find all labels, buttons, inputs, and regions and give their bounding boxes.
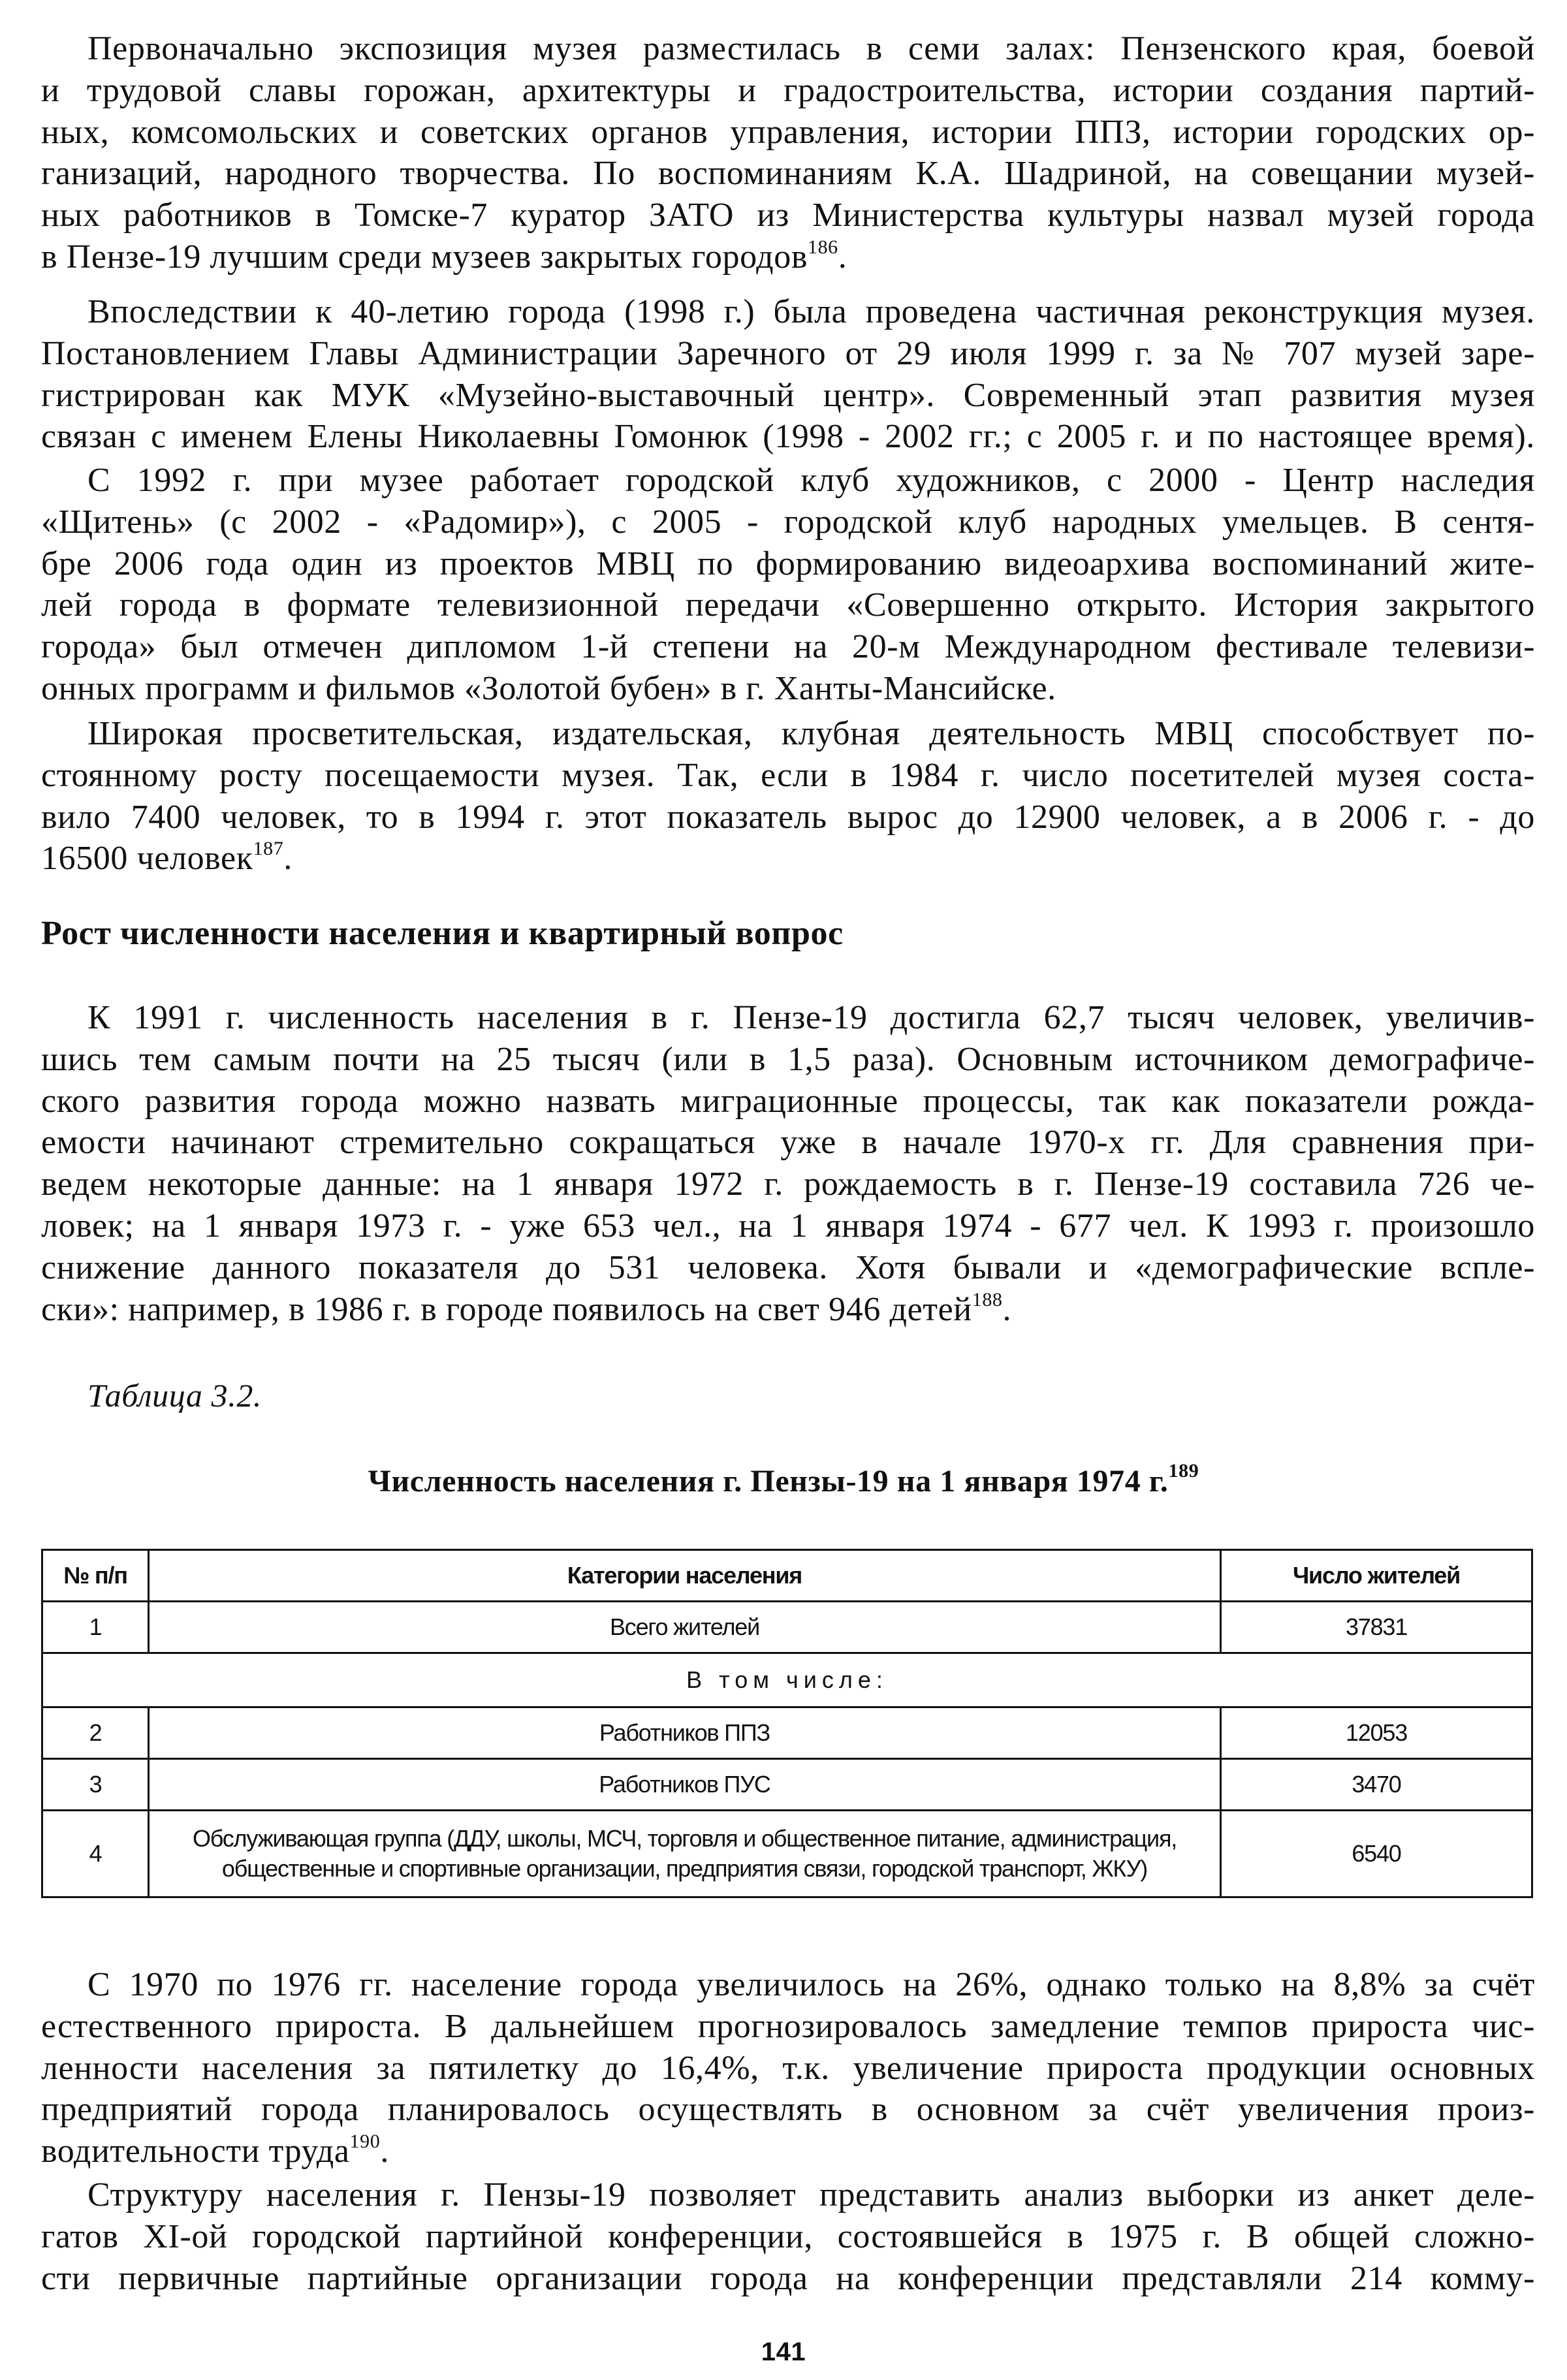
text-line: предприятий города планировалось осуществлять в основном за счёт увеличения произ- (41, 2091, 1535, 2129)
cell-category-line: общественные и спортивные организации, предприятия связи, городской транспорт, ЖКУ) (221, 1855, 1148, 1882)
population-table (41, 1549, 1533, 1898)
footnote-ref[interactable]: 190 (349, 2131, 381, 2153)
cell-num: 4 (42, 1811, 149, 1897)
paragraph-population (41, 997, 1535, 1330)
footnote-ref[interactable]: 187 (253, 838, 284, 860)
footnote-ref[interactable]: 186 (807, 236, 838, 258)
table-header-row (42, 1550, 1532, 1602)
section-heading: Рост численности населения и квартирный вопрос (41, 915, 844, 952)
period: . (380, 2133, 389, 2170)
text-line (41, 1289, 1535, 1331)
table-label: Таблица 3.2. (87, 1377, 262, 1414)
cell-count: 3470 (1221, 1759, 1532, 1811)
cell-subheader: В том числе: (42, 1653, 1532, 1707)
text-line: гатов XI-ой городской партийной конференции, состоявшейся в 1975 г. В общей сложно- (41, 2217, 1535, 2255)
text-line: естественного прироста. В дальнейшем прогнозировалось замедление темпов прироста чис- (41, 2007, 1535, 2045)
page-number: 141 (761, 2338, 806, 2366)
paragraph-growth (41, 1964, 1535, 2172)
header-category: Категории населения (149, 1550, 1221, 1602)
text-line: ганизаций, народного творчества. По воспоминаниям К.А. Шадриной, на совещании музей- (41, 155, 1535, 193)
text-line-content: в Пензе-19 лучшим среди музеев закрытых городов (41, 238, 808, 276)
text-line: Первоначально экспозиция музея разместилась в семи залах: Пензенского края, боевой (87, 30, 1535, 67)
text-line: ведем некоторые данные: на 1 января 1972 г. рождаемость в г. Пензе-19 составила 726 че- (41, 1166, 1535, 1203)
cell-count: 12053 (1221, 1707, 1532, 1759)
period: . (838, 238, 847, 276)
text-line: ных, комсомольских и советских органов управления, истории ППЗ, истории городских ор- (41, 113, 1535, 151)
header-num: № п/п (42, 1550, 149, 1602)
text-line: Структуру населения г. Пензы-19 позволяет представить анализ выборки из анкет деле- (87, 2176, 1535, 2213)
period: . (1002, 1290, 1012, 1328)
text-line: ных работников в Томске-7 куратор ЗАТО из Министерства культуры назвал музей города (41, 197, 1535, 234)
footnote-ref[interactable]: 188 (972, 1288, 1003, 1310)
text-line (41, 2131, 1535, 2172)
text-line-content: 16500 человек (41, 840, 253, 878)
cell-count: 6540 (1221, 1811, 1532, 1897)
table-row (42, 1759, 1532, 1811)
text-line: С 1970 по 1976 гг. население города увеличилось на 26%, однако только на 8,8% за счёт (87, 1966, 1535, 2003)
paragraph-attendance (41, 713, 1535, 880)
cell-category: Работников ПУС (149, 1759, 1221, 1811)
text-line: Постановлением Главы Администрации Заречного от 29 июля 1999 г. за № 707 музей заре- (41, 334, 1535, 372)
text-line: снижение данного показателя до 531 человека. Хотя бывали и «демографические вспле- (41, 1248, 1535, 1286)
table-title-text: Численность населения г. Пензы-19 на 1 января 1974 г. (368, 1464, 1169, 1499)
text-line: шись тем самым почти на 25 тысяч (или в 1,5 раза). Основным источником демографиче- (41, 1040, 1535, 1078)
table-row (42, 1707, 1532, 1759)
text-line: и трудовой славы горожан, архитектуры и градостроительства, истории создания партий- (41, 71, 1535, 109)
table-row (42, 1602, 1532, 1653)
text-line: бре 2006 года один из проектов МВЦ по формированию видеоархива воспоминаний жите- (41, 545, 1535, 582)
cell-category: Всего жителей (149, 1602, 1221, 1653)
text-line: Впоследствии к 40-летию города (1998 г.) была проведена частичная реконструкция музея. (87, 293, 1535, 330)
text-line: сти первичные партийные организации города на конференции представляли 214 комму- (41, 2259, 1535, 2297)
text-line: вило 7400 человек, то в 1994 г. этот показатель вырос до 12900 человек, а в 2006 г. - до (41, 798, 1535, 836)
text-line: города» был отмечен дипломом 1-й степени на 20-м Международном фестивале телевизи- (41, 628, 1535, 666)
text-line: емости начинают стремительно сокращаться уже в начале 1970-х гг. Для сравнения при- (41, 1124, 1535, 1162)
text-line: ленности населения за пятилетку до 16,4%, т.к. увеличение прироста продукции основных (41, 2049, 1535, 2087)
cell-category-line: Обслуживающая группа (ДДУ, школы, МСЧ, торговля и общественное питание, администрация, (192, 1825, 1177, 1852)
text-line: лей города в формате телевизионной передачи «Совершенно открыто. История закрытого (41, 586, 1535, 624)
table-title (0, 1460, 1567, 1499)
footnote-ref[interactable]: 189 (1168, 1460, 1199, 1482)
paragraph-reconstruction (41, 291, 1535, 458)
header-count: Число жителей (1221, 1550, 1532, 1602)
text-line: С 1992 г. при музее работает городской клуб художников, с 2000 - Центр наследия (87, 462, 1535, 499)
cell-num: 1 (42, 1602, 149, 1653)
text-line (41, 236, 1535, 278)
text-line: гистрирован как МУК «Музейно-выставочный центр». Современный этап развития музея (41, 376, 1535, 414)
table-subheader-row (42, 1653, 1532, 1707)
text-line: Широкая просветительская, издательская, клубная деятельность МВЦ способствует по- (87, 715, 1535, 752)
text-line: «Щитень» (с 2002 - «Радомир»), с 2005 - городской клуб народных умельцев. В сентя- (41, 503, 1535, 541)
text-line: ского развития города можно назвать миграционные процессы, так как показатели рожда- (41, 1082, 1535, 1120)
text-line-content: ски»: например, в 1986 г. в городе появилось на свет 946 детей (41, 1290, 972, 1328)
text-line-content: водительности труда (41, 2133, 350, 2170)
cell-category: Работников ППЗ (149, 1707, 1221, 1759)
text-line: онных программ и фильмов «Золотой бубен» в г. Ханты-Мансийске. (41, 669, 1056, 707)
cell-count: 37831 (1221, 1602, 1532, 1653)
paragraph-clubs (41, 460, 1535, 710)
text-line: К 1991 г. численность населения в г. Пензе-19 достигла 62,7 тысяч человек, увеличив- (87, 999, 1535, 1036)
text-line: стоянному росту посещаемости музея. Так, если в 1984 г. число посетителей музея соста- (41, 756, 1535, 794)
table-row (42, 1811, 1532, 1897)
paragraph-structure (41, 2174, 1535, 2299)
period: . (283, 840, 293, 878)
cell-num: 2 (42, 1707, 149, 1759)
cell-category (149, 1811, 1221, 1897)
text-line (41, 838, 1535, 880)
cell-num: 3 (42, 1759, 149, 1811)
paragraph-museum-halls (41, 28, 1535, 278)
text-line: связан с именем Елены Николаевны Гомонюк (1998 - 2002 гг.; с 2005 г. и по настоящее время). (41, 418, 1535, 456)
text-line: ловек; на 1 января 1973 г. - уже 653 чел., на 1 января 1974 - 677 чел. К 1993 г. произошло (41, 1207, 1535, 1245)
